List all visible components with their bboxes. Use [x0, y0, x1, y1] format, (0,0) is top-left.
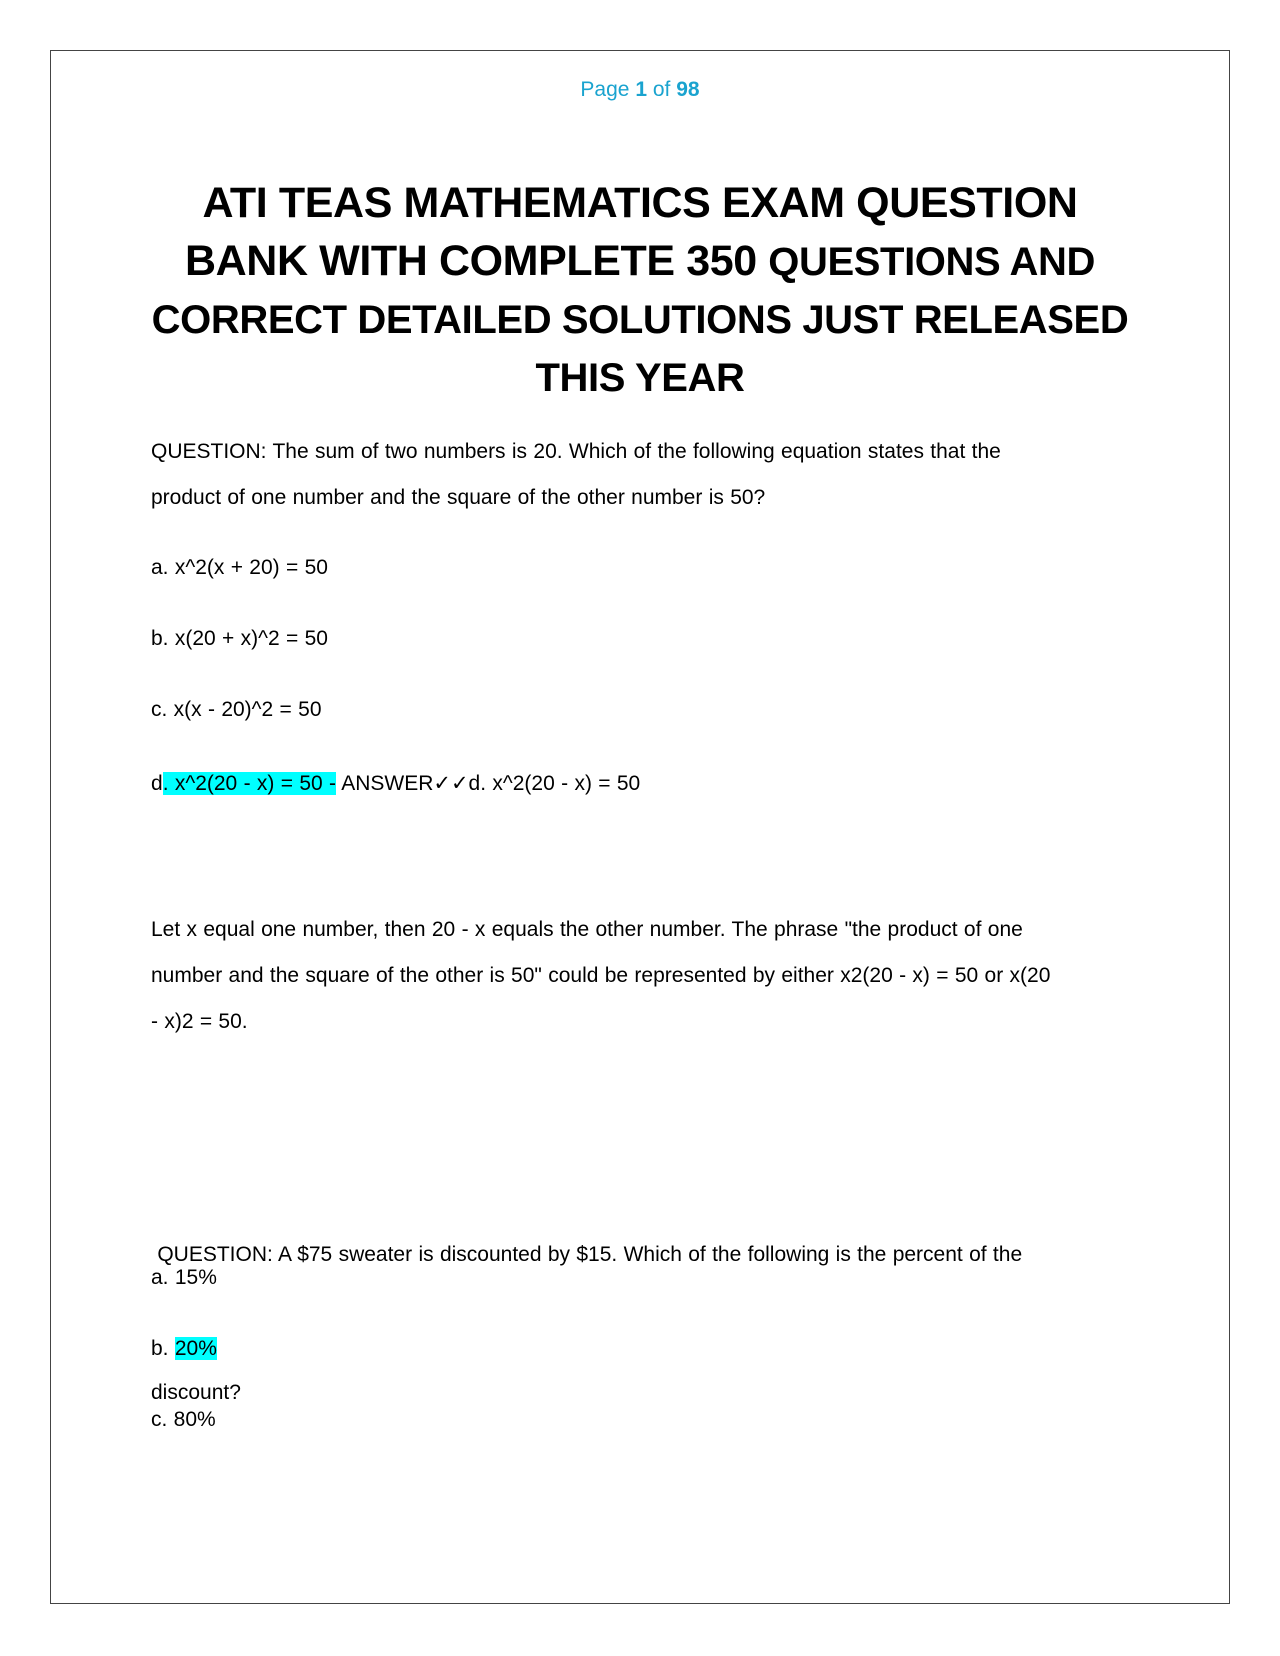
title-line-2 — [150, 232, 1130, 291]
question-1-option-d — [151, 761, 1141, 807]
question-1-line-2: product of one number and the square of the other number is 50? — [151, 486, 766, 509]
page-indicator — [0, 78, 1280, 102]
question-2-option-b — [151, 1326, 1141, 1372]
title-line-4: THIS YEAR — [535, 356, 745, 400]
title-line-3: CORRECT DETAILED SOLUTIONS JUST RELEASED — [151, 298, 1129, 342]
answer-text: ANSWER✓✓d. x^2(20 - x) = 50 — [336, 772, 641, 795]
question-2-line-1: QUESTION: A $75 sweater is discounted by $15. Which of the following is the percent of the — [151, 1243, 1023, 1266]
option-d-prefix: d — [151, 772, 163, 795]
highlighted-answer: . x^2(20 - x) = 50 - — [162, 772, 337, 795]
option-b-prefix: b. — [151, 1337, 175, 1360]
title-line-2-rest: QUESTIONS AND — [768, 240, 1095, 284]
question-1-option-c: c. x(x - 20)^2 = 50 — [151, 698, 322, 721]
explanation-line-3: - x)2 = 50. — [151, 1010, 248, 1033]
explanation-line-2: number and the square of the other is 50" could be represented by either x2(20 - x) = 50 or x(20 — [151, 964, 1051, 987]
highlighted-answer: 20% — [174, 1337, 217, 1360]
question-1-option-b: b. x(20 + x)^2 = 50 — [151, 627, 328, 650]
question-1-line-1: QUESTION: The sum of two numbers is 20. Which of the following equation states that the — [151, 440, 1001, 463]
question-1-text — [151, 429, 1141, 521]
question-2-option-a: a. 15% — [151, 1266, 217, 1289]
current-page-number: 1 — [635, 78, 647, 101]
question-2-line-2: discount? — [151, 1381, 241, 1404]
total-pages-number: 98 — [676, 78, 700, 101]
explanation-line-1: Let x equal one number, then 20 - x equals the other number. The phrase "the product of one — [151, 918, 1023, 941]
page-label: Page — [580, 78, 630, 101]
question-1-explanation — [151, 907, 1141, 1045]
question-2-option-c: c. 80% — [151, 1408, 216, 1431]
title-line-2-bold: BANK WITH COMPLETE 350 — [185, 237, 757, 285]
page-of-label: of — [652, 78, 671, 101]
title-line-1: ATI TEAS MATHEMATICS EXAM QUESTION — [202, 179, 1078, 227]
document-title — [150, 174, 1130, 407]
question-1-option-a: a. x^2(x + 20) = 50 — [151, 556, 328, 579]
